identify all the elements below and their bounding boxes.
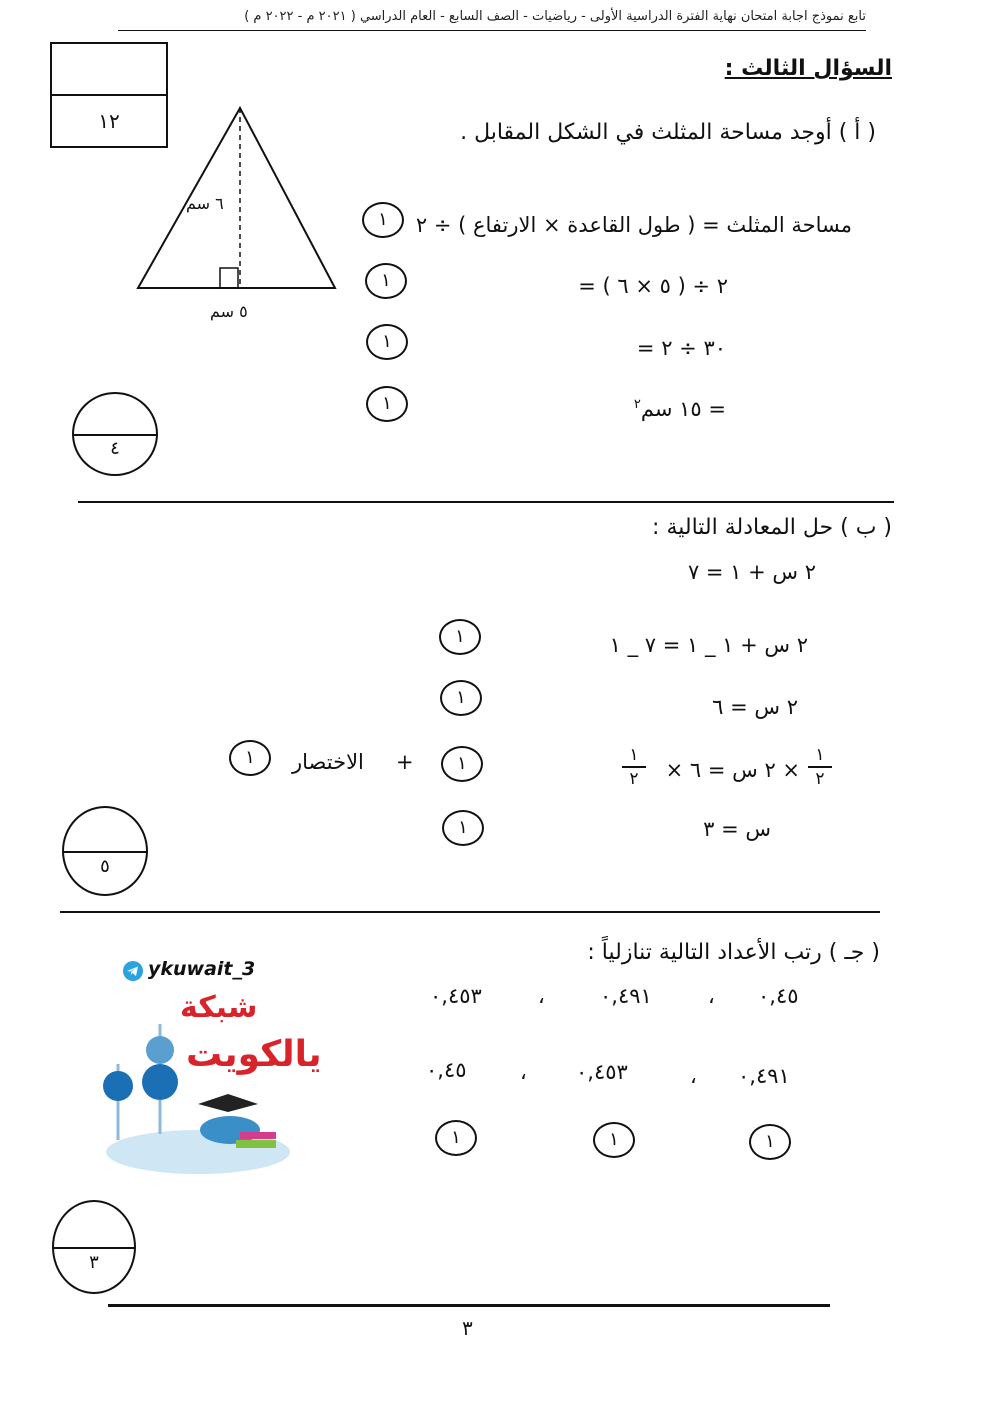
part-b-equation: ٢ س + ١ = ٧ [687, 560, 816, 584]
part-b-step-4: س = ٣ [703, 817, 771, 841]
part-b-step-2: ٢ س = ٦ [712, 695, 798, 719]
left-fraction-denominator: ٢ [815, 769, 825, 789]
part-c-answer-2: ٠,٤٥٣ [576, 1060, 628, 1084]
part-c-given-2: ٠,٤٩١ [600, 984, 652, 1008]
ykuwait-logo [98, 954, 322, 1180]
part-b-step-3-left-fraction [808, 746, 832, 788]
part-a-step-2: = ( ٥ × ٦ ) ÷ ٢ [578, 274, 728, 298]
triangle-shape [138, 108, 335, 288]
score-box-top [52, 44, 166, 96]
page-number: ٣ [462, 1316, 473, 1340]
part-b-step-3-mark: ١ [441, 746, 483, 782]
part-b-step-2-mark: ١ [440, 680, 482, 716]
triangle-figure [130, 100, 345, 300]
part-b-simplification-mark: ١ [229, 740, 271, 776]
part-c-given-3: ٠,٤٥٣ [430, 984, 482, 1008]
part-c-prompt: ( جـ ) رتب الأعداد التالية تنازلياً : [587, 940, 880, 965]
part-c-answer-sep-1: ، [690, 1064, 697, 1088]
part-a-step-1: مساحة المثلث = ( طول القاعدة × الارتفاع ) ÷ ٢ [415, 213, 852, 237]
part-b-step-3-right-fraction [622, 746, 646, 788]
triangle-height-label: ٦ سم [186, 194, 224, 213]
part-b-prompt: ( ب ) حل المعادلة التالية : [652, 515, 892, 540]
right-fraction-numerator: ١ [629, 745, 639, 765]
part-c-given-sep-1: ، [708, 984, 715, 1008]
part-b-step-1: ٢ س + ١ _ ١ = ٧ _ ١ [609, 633, 808, 657]
part-c-answer-1: ٠,٤٩١ [738, 1064, 790, 1088]
part-a-prompt: ( أ ) أوجد مساحة المثلث في الشكل المقابل . [460, 120, 876, 145]
part-c-total: ٣ [89, 1252, 99, 1273]
right-fraction-denominator: ٢ [629, 769, 639, 789]
part-a-step-4 [634, 397, 726, 421]
triangle-base-label: ٥ سم [210, 302, 248, 321]
part-a-step-3-mark: ١ [366, 324, 408, 360]
part-c-answer-3: ٠,٤٥ [426, 1058, 467, 1082]
section-divider-2 [60, 911, 880, 913]
footer-rule [108, 1304, 830, 1307]
part-b-step-3-middle: × ٢ س = ٦ × [665, 758, 800, 782]
right-angle-marker [220, 268, 238, 288]
part-b-step-4-mark: ١ [442, 810, 484, 846]
header-rule [118, 30, 866, 31]
exam-header: تابع نموذج اجابة امتحان نهاية الفترة الدراسية الأولى - رياضيات - الصف السابع - العام الدراسي ( ٢٠٢١ م - ٢٠٢٢ م ) [244, 9, 866, 24]
score-box-bottom: ١٢ [98, 109, 120, 133]
part-c-mark-1: ١ [749, 1124, 791, 1160]
part-a-total: ٤ [110, 438, 120, 459]
part-a-step-3: = ٣٠ ÷ ٢ [636, 336, 726, 360]
part-c-given-1: ٠,٤٥ [758, 984, 799, 1008]
logo-line-1: شبكة [180, 990, 258, 1025]
left-fraction-numerator: ١ [815, 745, 825, 765]
part-c-mark-2: ١ [593, 1122, 635, 1158]
part-c-total-circle [52, 1200, 136, 1294]
part-a-step-2-mark: ١ [365, 263, 407, 299]
part-a-step-4-mark: ١ [366, 386, 408, 422]
part-a-total-circle [72, 392, 158, 476]
part-b-plus-sign: + [396, 750, 414, 774]
logo-line-2: يالكويت [186, 1034, 322, 1075]
part-b-simplification-label: الاختصار [292, 750, 364, 774]
part-a-step-4-exponent: ٢ [633, 397, 641, 412]
question-title: السؤال الثالث : [724, 56, 892, 81]
section-divider-1 [78, 501, 894, 503]
part-c-given-sep-2: ، [538, 984, 545, 1008]
telegram-icon [122, 960, 144, 982]
part-a-step-1-mark: ١ [362, 202, 404, 238]
part-c-answer-sep-2: ، [520, 1060, 527, 1084]
part-b-step-1-mark: ١ [439, 619, 481, 655]
part-a-step-4-text: = ١٥ سم [640, 397, 726, 421]
part-c-mark-3: ١ [435, 1120, 477, 1156]
logo-handle: ykuwait_3 [148, 958, 256, 980]
part-b-total-circle [62, 806, 148, 896]
part-b-total: ٥ [100, 856, 110, 877]
